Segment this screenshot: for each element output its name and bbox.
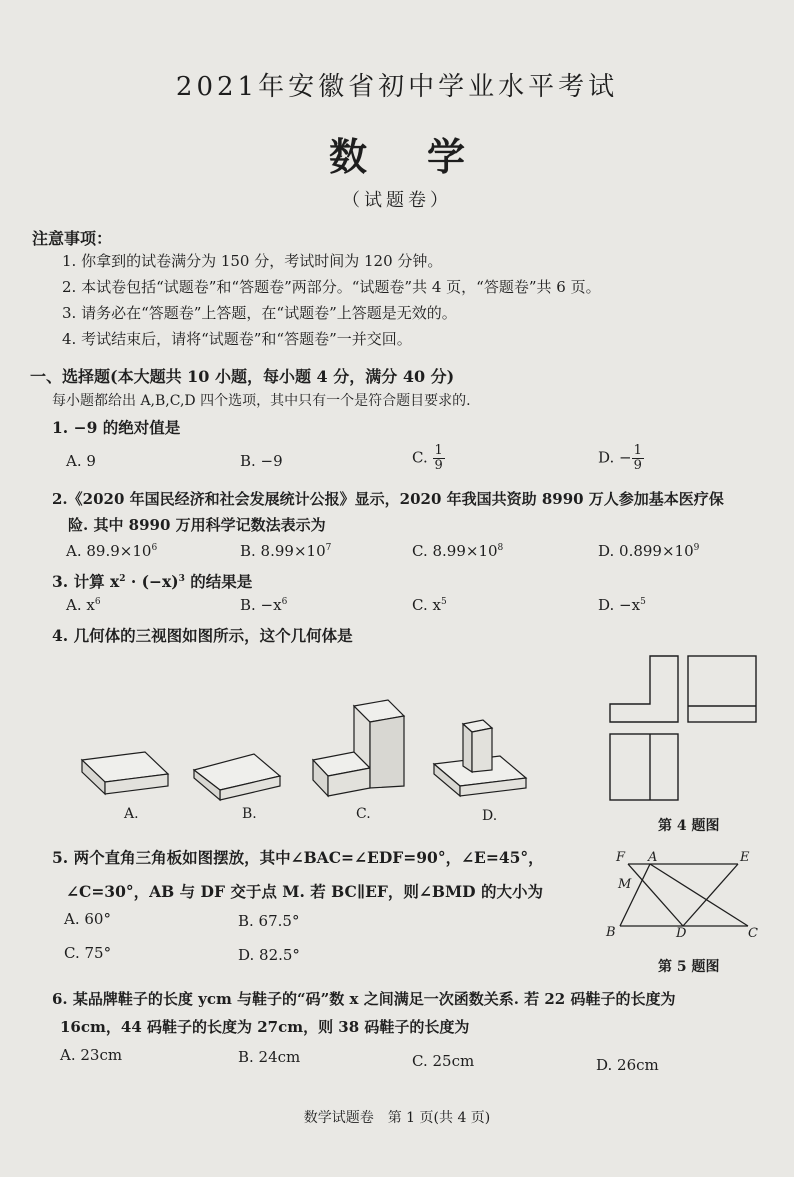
q5-option-a: A. 60° bbox=[64, 910, 111, 928]
notice-item: 2. 本试卷包括“试题卷”和“答题卷”两部分。“试题卷”共 4 页，“答题卷”共 6 页。 bbox=[62, 278, 601, 296]
q2-stem-line1: 2.《2020 年国民经济和社会发展统计公报》显示，2020 年我国共资助 8990 万人参加基本医疗保 bbox=[52, 490, 724, 508]
q3-option-c: C. $x^5$ bbox=[412, 596, 447, 614]
section-title: 一、选择题(本大题共 10 小题，每小题 4 分，满分 40 分) bbox=[30, 367, 455, 386]
q6-stem-line2: 16cm，44 码鞋子的长度为 27cm，则 38 码鞋子的长度为 bbox=[60, 1018, 470, 1036]
point-d-label: D bbox=[676, 926, 687, 941]
q4-solids-figure bbox=[70, 690, 540, 810]
point-f-label: F bbox=[616, 850, 626, 865]
q6-stem-line1: 6. 某品牌鞋子的长度 ycm 与鞋子的“码”数 x 之间满足一次函数关系. 若 22 码鞋子的长度为 bbox=[52, 990, 676, 1008]
q4-label-b: B. bbox=[242, 806, 257, 822]
q2-option-d: D. $0.899\times 10^9$ bbox=[598, 542, 700, 560]
solid-c-icon bbox=[313, 700, 404, 796]
solid-d-icon bbox=[434, 720, 526, 796]
q4-label-c: C. bbox=[356, 806, 371, 822]
q5-option-c: C. 75° bbox=[64, 944, 112, 962]
q4-three-view-figure bbox=[600, 648, 770, 808]
q6-option-a: A. 23cm bbox=[60, 1046, 123, 1064]
q5-stem-line2: ∠C=30°，AB 与 DF 交于点 M. 若 BC∥EF，则∠BMD 的大小为 bbox=[66, 882, 543, 901]
q3-stem: 3. 计算 $x^2 \cdot (-x)^3$ 的结果是 bbox=[52, 572, 253, 591]
q5-triangle-figure bbox=[598, 846, 768, 942]
q2-option-c: C. $8.99\times 10^8$ bbox=[412, 542, 504, 560]
notice-title: 注意事项： bbox=[32, 229, 113, 248]
q5-option-d: D. 82.5° bbox=[238, 946, 300, 964]
side-view-icon bbox=[688, 656, 756, 722]
q5-figure-caption: 第 5 题图 bbox=[658, 959, 720, 975]
q2-option-a: A. $89.9\times 10^6$ bbox=[66, 542, 158, 560]
paper-type: （试题卷） bbox=[342, 190, 452, 211]
q2-stem-line2: 险. 其中 8990 万用科学记数法表示为 bbox=[68, 516, 326, 534]
q4-label-d: D. bbox=[482, 808, 498, 824]
q5-stem-line1: 5. 两个直角三角板如图摆放，其中∠BAC=∠EDF=90°，∠E=45°， bbox=[52, 848, 544, 867]
front-view-icon bbox=[610, 656, 678, 722]
q4-stem: 4. 几何体的三视图如图所示，这个几何体是 bbox=[52, 626, 353, 645]
page-footer: 数学试题卷 第 1 页(共 4 页) bbox=[303, 1110, 491, 1126]
q4-figure-caption: 第 4 题图 bbox=[658, 818, 720, 834]
q6-option-d: D. 26cm bbox=[596, 1056, 659, 1074]
point-m-label: M bbox=[618, 877, 632, 892]
subject-title: 数学 bbox=[328, 134, 525, 179]
q1-stem: 1. −9 的绝对值是 bbox=[52, 418, 181, 437]
solid-a-icon bbox=[82, 752, 168, 794]
top-view-icon bbox=[610, 734, 678, 800]
point-e-label: E bbox=[740, 850, 750, 865]
q1-option-d: D. − $\frac{1}{9}$ bbox=[598, 443, 642, 473]
q3-option-d: D. $-x^5$ bbox=[598, 596, 646, 614]
q4-label-a: A. bbox=[124, 806, 139, 822]
q6-option-c: C. 25cm bbox=[412, 1052, 475, 1070]
point-c-label: C bbox=[748, 926, 758, 941]
q1-option-a: A. 9 bbox=[66, 452, 96, 470]
section-description: 每小题都给出 A,B,C,D 四个选项，其中只有一个是符合题目要求的. bbox=[52, 393, 471, 409]
q5-option-b: B. 67.5° bbox=[238, 912, 300, 930]
q6-option-b: B. 24cm bbox=[238, 1048, 301, 1066]
q3-option-b: B. $-x^6$ bbox=[240, 596, 288, 614]
q2-option-b: B. $8.99\times 10^7$ bbox=[240, 542, 332, 560]
q1-option-c: C. $\frac{1}{9}$ bbox=[412, 443, 443, 473]
exam-title: 2021年安徽省初中学业水平考试 bbox=[175, 72, 619, 102]
solid-b-icon bbox=[194, 754, 280, 800]
q1-option-b: B. −9 bbox=[240, 452, 283, 470]
point-a-label: A bbox=[648, 850, 658, 865]
notice-item: 4. 考试结束后，请将“试题卷”和“答题卷”一并交回。 bbox=[62, 330, 412, 348]
notice-item: 1. 你拿到的试卷满分为 150 分，考试时间为 120 分钟。 bbox=[62, 252, 443, 270]
point-b-label: B bbox=[606, 925, 616, 940]
notice-item: 3. 请务必在“答题卷”上答题，在“试题卷”上答题是无效的。 bbox=[62, 304, 457, 322]
q3-option-a: A. $x^6$ bbox=[66, 596, 101, 614]
